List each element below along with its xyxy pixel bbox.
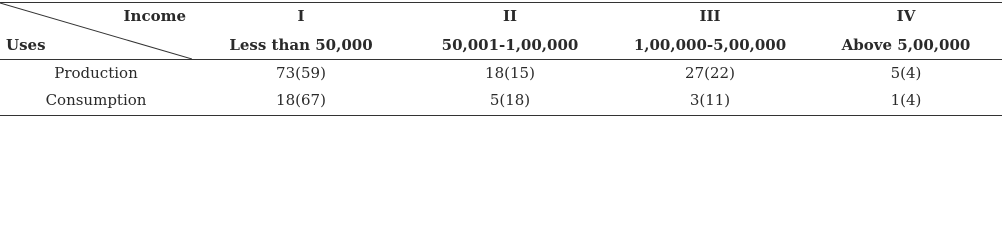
row-label-production: Production: [54, 64, 138, 82]
table-cell: 1(4): [890, 91, 922, 109]
column-numeral-3: III: [699, 7, 721, 25]
table-cell: 5(4): [890, 64, 922, 82]
table-cell: 73(59): [276, 64, 326, 82]
table-cell: 3(11): [689, 91, 731, 109]
table-cell: 27(22): [685, 64, 735, 82]
column-range-1: Less than 50,000: [229, 36, 373, 54]
table-cell: 18(67): [276, 91, 326, 109]
row-label-consumption: Consumption: [45, 91, 147, 109]
bottom-rule: [0, 115, 1002, 116]
column-range-4: Above 5,00,000: [841, 36, 971, 54]
corner-header-uses: Uses: [6, 36, 46, 54]
column-numeral-4: IV: [896, 7, 916, 25]
column-range-3: 1,00,000-5,00,000: [633, 36, 787, 54]
column-range-2: 50,001-1,00,000: [441, 36, 579, 54]
data-table: [0, 0, 1002, 118]
table-cell: 18(15): [485, 64, 535, 82]
corner-header-income: Income: [123, 7, 186, 25]
column-numeral-1: I: [297, 7, 305, 25]
table-cell: 5(18): [489, 91, 531, 109]
column-numeral-2: II: [502, 7, 518, 25]
